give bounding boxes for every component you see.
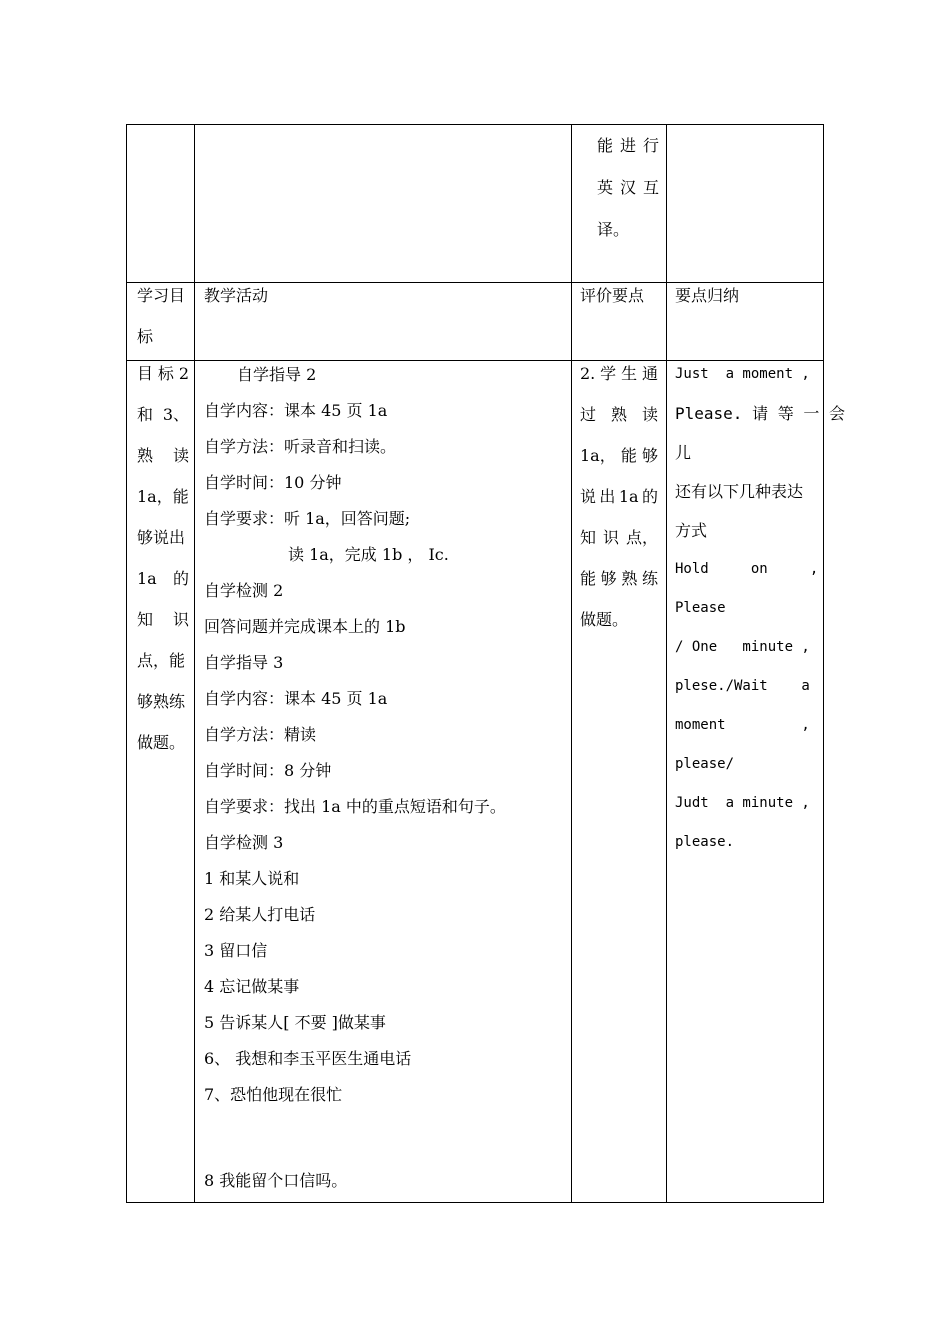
evaluation-line: 过 熟 读 (580, 405, 658, 424)
summary-line: plese./Wait a (675, 678, 810, 694)
activity-line: 4 忘记做某事 (204, 977, 300, 996)
summary-line: moment , (675, 717, 810, 733)
activity-line: 自学方法：听录音和扫读。 (204, 437, 397, 456)
activity-line: 自学要求：听 1a，回答问题; (204, 509, 411, 528)
goal-line: 点，能 (137, 651, 186, 670)
activity-line: 1 和某人说和 (204, 869, 300, 888)
goal-line: 够熟练 (137, 692, 186, 711)
goal-line: 目 标 2 (137, 364, 189, 383)
summary-cell (675, 355, 845, 862)
activity-line: 自学方法：精读 (204, 725, 317, 744)
header-goal-line: 学习目 (137, 286, 186, 305)
goal-line: 知 识 (137, 610, 189, 629)
goal-line: 1a，能 (137, 487, 189, 506)
summary-line: Just a moment , (675, 366, 810, 382)
header-goal-cell (137, 275, 189, 357)
lesson-table (126, 124, 845, 1203)
activity-line: 回答问题并完成课本上的 1b (204, 617, 406, 636)
activity-line: 自学时间：10 分钟 (204, 473, 342, 492)
goal-line: 做题。 (137, 733, 186, 752)
column-divider (194, 125, 195, 1202)
activity-line: 7、恐怕他现在很忙 (204, 1085, 343, 1104)
activity-line: 3 留口信 (204, 941, 268, 960)
activity-line: 自学内容：课本 45 页 1a (204, 401, 388, 420)
evaluation-line: 做题。 (580, 610, 629, 629)
evaluation-line: 说 出 1a 的 (580, 487, 658, 506)
summary-line: / One minute , (675, 639, 810, 655)
evaluation-line: 1a， 能 够 (580, 446, 658, 465)
activity-line: 自学检测 2 (204, 581, 284, 600)
activity-line: 自学指导 2 (237, 365, 317, 384)
evaluation-line: 能 够 熟 练 (580, 569, 658, 588)
activity-line: 自学时间：8 分钟 (204, 761, 332, 780)
activity-line: 自学指导 3 (204, 653, 284, 672)
text-line: 英 汉 互 (597, 178, 659, 197)
header-evaluation: 评价要点 (580, 286, 645, 305)
summary-line: 方式 (675, 521, 708, 540)
summary-line: Please. 请 等 一 会 (675, 404, 845, 423)
text-line: 译。 (597, 220, 630, 239)
evaluation-line: 知 识 点， (580, 528, 658, 547)
activity-line: 自学要求：找出 1a 中的重点短语和句子。 (204, 797, 506, 816)
summary-line: please. (675, 834, 735, 850)
summary-line: Please (675, 600, 726, 616)
goal-cell (137, 353, 189, 763)
activity-line: 2 给某人打电话 (204, 905, 316, 924)
header-activities: 教学活动 (204, 286, 269, 305)
summary-line: Judt a minute , (675, 795, 810, 811)
activity-line: 8 我能留个口信吗。 (204, 1171, 348, 1190)
evaluation-line: 2. 学 生 通 (580, 364, 658, 383)
column-divider (571, 125, 572, 1202)
column-divider (666, 125, 667, 1202)
activity-line: 6、 我想和李玉平医生通电话 (204, 1049, 412, 1068)
header-goal-line: 标 (137, 327, 154, 346)
activity-line: 自学检测 3 (204, 833, 284, 852)
summary-line: Hold on , (675, 561, 819, 577)
activities-cell (204, 357, 566, 1199)
header-summary: 要点归纳 (675, 286, 740, 305)
evaluation-cell (580, 353, 658, 640)
goal-line: 够说出 (137, 528, 186, 547)
activity-line: 自学内容：课本 45 页 1a (204, 689, 388, 708)
summary-line: 还有以下几种表达 (675, 482, 804, 501)
summary-line: please/ (675, 756, 735, 772)
goal-line: 和 3、 (137, 405, 189, 424)
activity-line: 读 1a，完成 1b ， Ic. (288, 545, 449, 564)
goal-line: 1a 的 (137, 569, 189, 588)
top-eval-cell (597, 125, 659, 251)
goal-line: 熟 读 (137, 446, 189, 465)
activity-line: 5 告诉某人[ 不要 ]做某事 (204, 1013, 386, 1032)
text-line: 能 进 行 (597, 136, 659, 155)
summary-line: 儿 (675, 443, 692, 462)
